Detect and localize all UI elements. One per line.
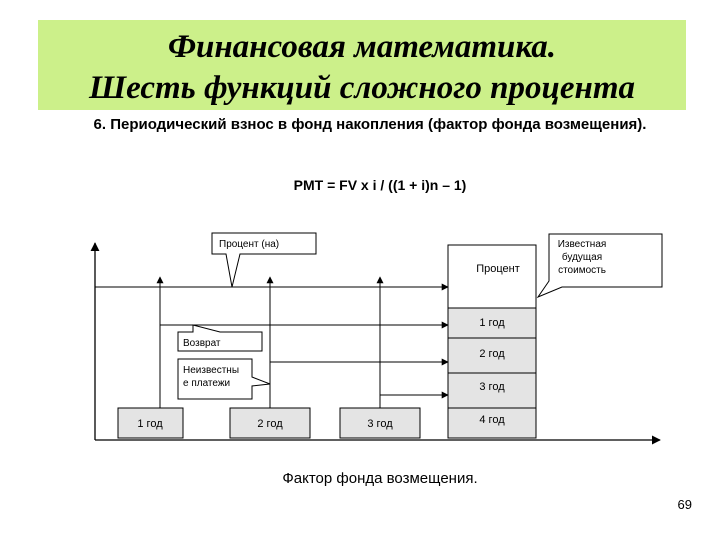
subtitle: 6. Периодический взнос в фонд накопления (фактор фонда возмещения). bbox=[93, 116, 647, 133]
bottom-box-1-label: 1 год bbox=[137, 418, 163, 430]
caption: Фактор фонда возмещения. bbox=[282, 470, 478, 487]
return-callout-label: Возврат bbox=[183, 338, 221, 349]
stack-box-1-label: 1 год bbox=[479, 317, 505, 329]
stack-box-3-label: 3 год bbox=[479, 381, 505, 393]
unknown-payments-line-1: Неизвестны bbox=[183, 365, 240, 376]
bottom-box-3-label: 3 год bbox=[367, 418, 393, 430]
title-line-2: Шесть функций сложного процента bbox=[88, 70, 636, 106]
known-future-value-line-2: будущая bbox=[561, 252, 603, 263]
bottom-box-4-label: 4 год bbox=[479, 414, 505, 426]
known-future-value-line-3: стоимость bbox=[558, 265, 606, 276]
page-number: 69 bbox=[677, 497, 692, 512]
interest-on-callout-label: Процент (на) bbox=[219, 239, 280, 250]
title-line-1: Финансовая математика. bbox=[167, 29, 557, 65]
unknown-payments-line-2: е платежи bbox=[183, 378, 231, 389]
stack-box-2-label: 2 год bbox=[479, 348, 505, 360]
percent-box bbox=[448, 245, 536, 308]
known-future-value-line-1: Известная bbox=[557, 239, 607, 250]
bottom-box-2-label: 2 год bbox=[257, 418, 283, 430]
formula: PMT = FV x i / ((1 + i)n – 1) bbox=[293, 177, 467, 193]
percent-box-label: Процент bbox=[476, 263, 520, 275]
